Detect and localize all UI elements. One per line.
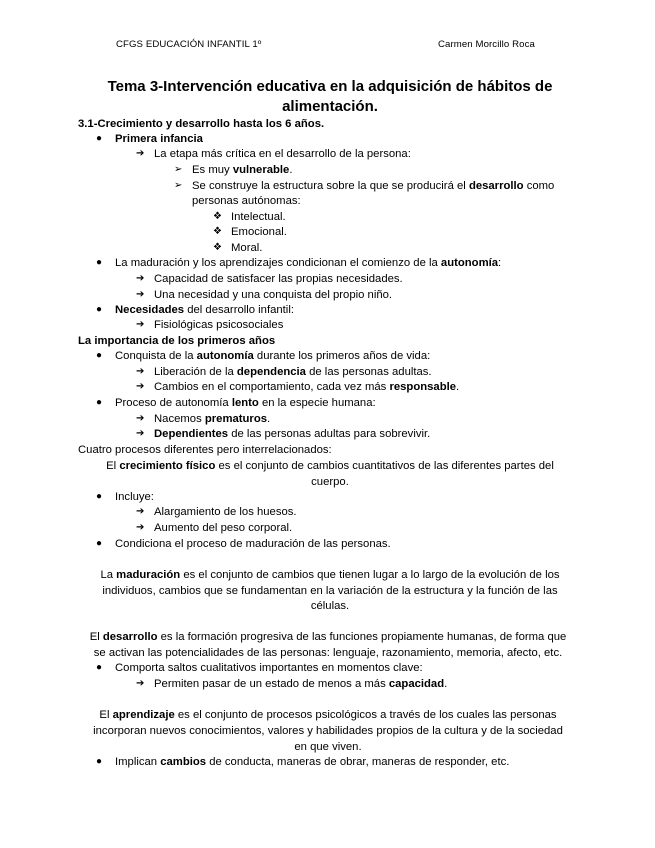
paragraph-cont: se activan las potencialidades de las personas: lenguaje, razonamiento, memoria, afecto, etc. bbox=[93, 647, 563, 659]
list-item-cont: personas autónomas: bbox=[192, 195, 301, 207]
list-item: Alargamiento de los huesos. bbox=[154, 506, 297, 518]
list-item: Es muy vulnerable. bbox=[192, 164, 293, 176]
arrow-icon: ➔ bbox=[136, 273, 145, 284]
list-item: Se construye la estructura sobre la que se producirá el desarrollo como bbox=[192, 180, 555, 192]
list-item: La maduración y los aprendizajes condicionan el comienzo de la autonomía: bbox=[115, 257, 502, 269]
list-item: Permiten pasar de un estado de menos a más capacidad. bbox=[154, 678, 448, 690]
paragraph-cont: individuos, cambios que se fundamentan en la variación de la estructura y la función de las bbox=[102, 585, 558, 597]
list-item: Fisiológicas psicosociales bbox=[154, 319, 284, 331]
list-item: Incluye: bbox=[115, 491, 154, 503]
bullet-dot: ● bbox=[96, 257, 103, 268]
bullet-dot: ● bbox=[96, 538, 103, 549]
list-item: Cambios en el comportamiento, cada vez más responsable. bbox=[154, 381, 460, 393]
arrow-icon: ➔ bbox=[136, 678, 145, 689]
paragraph: El crecimiento físico es el conjunto de cambios cuantitativos de las diferentes partes del bbox=[106, 460, 554, 472]
diamond-icon: ❖ bbox=[213, 242, 222, 253]
list-item: Capacidad de satisfacer las propias necesidades. bbox=[154, 273, 403, 285]
list-item: Liberación de la dependencia de las personas adultas. bbox=[154, 366, 432, 378]
list-item: Una necesidad y una conquista del propio niño. bbox=[154, 289, 393, 301]
paragraph-cont: cuerpo. bbox=[311, 476, 349, 488]
list-item: Condiciona el proceso de maduración de las personas. bbox=[115, 538, 391, 550]
list-item: Moral. bbox=[231, 242, 263, 254]
arrowhead-icon: ➢ bbox=[174, 164, 183, 175]
list-item: Nacemos prematuros. bbox=[154, 413, 271, 425]
arrow-icon: ➔ bbox=[136, 366, 145, 377]
list-item: Proceso de autonomía lento en la especie humana: bbox=[115, 397, 376, 409]
page-title: Tema 3-Intervención educativa en la adquisición de hábitos de alimentación. bbox=[107, 78, 553, 115]
list-item: Implican cambios de conducta, maneras de obrar, maneras de responder, etc. bbox=[115, 756, 510, 768]
arrow-icon: ➔ bbox=[136, 522, 145, 533]
paragraph: La maduración es el conjunto de cambios que tienen lugar a lo largo de la evolución de los bbox=[100, 569, 560, 581]
list-item: Aumento del peso corporal. bbox=[154, 522, 293, 534]
bullet-dot: ● bbox=[96, 133, 103, 144]
list-item: Necesidades del desarrollo infantil: bbox=[115, 304, 294, 316]
list-item: Intelectual. bbox=[231, 211, 286, 223]
bullet-dot: ● bbox=[96, 756, 103, 767]
paragraph: El desarrollo es la formación progresiva de las funciones propiamente humanas, de forma que bbox=[89, 631, 567, 643]
diamond-icon: ❖ bbox=[213, 226, 222, 237]
bullet-dot: ● bbox=[96, 304, 103, 315]
paragraph-cont: incorporan nuevos conocimientos, valores y habilidades propios de la cultura y de la sociedad bbox=[93, 725, 563, 737]
arrowhead-icon: ➢ bbox=[174, 180, 183, 191]
bullet-dot: ● bbox=[96, 491, 103, 502]
bullet-dot: ● bbox=[96, 662, 103, 673]
diamond-icon: ❖ bbox=[213, 211, 222, 222]
list-item: Comporta saltos cualitativos importantes en momentos clave: bbox=[115, 662, 423, 674]
section-heading: La importancia de los primeros años bbox=[78, 335, 276, 347]
list-item: Primera infancia bbox=[115, 133, 203, 145]
bullet-dot: ● bbox=[96, 350, 103, 361]
header-left: CFGS EDUCACIÓN INFANTIL 1º bbox=[116, 39, 262, 50]
arrow-icon: ➔ bbox=[136, 506, 145, 517]
section-heading: 3.1-Crecimiento y desarrollo hasta los 6 años. bbox=[78, 118, 325, 130]
arrow-icon: ➔ bbox=[136, 381, 145, 392]
paragraph: Cuatro procesos diferentes pero interrelacionados: bbox=[78, 444, 332, 456]
list-item: Emocional. bbox=[231, 226, 287, 238]
list-item: La etapa más crítica en el desarrollo de la persona: bbox=[154, 148, 411, 160]
list-item: Dependientes de las personas adultas para sobrevivir. bbox=[154, 428, 431, 440]
paragraph-cont: células. bbox=[310, 600, 350, 612]
paragraph: El aprendizaje es el conjunto de procesos psicológicos a través de los cuales las personas bbox=[99, 709, 557, 721]
paragraph-cont: en que viven. bbox=[294, 741, 362, 753]
arrow-icon: ➔ bbox=[136, 428, 145, 439]
arrow-icon: ➔ bbox=[136, 148, 145, 159]
arrow-icon: ➔ bbox=[136, 319, 145, 330]
bullet-dot: ● bbox=[96, 397, 103, 408]
arrow-icon: ➔ bbox=[136, 289, 145, 300]
header-right: Carmen Morcillo Roca bbox=[438, 39, 535, 50]
list-item: Conquista de la autonomía durante los primeros años de vida: bbox=[115, 350, 431, 362]
arrow-icon: ➔ bbox=[136, 413, 145, 424]
